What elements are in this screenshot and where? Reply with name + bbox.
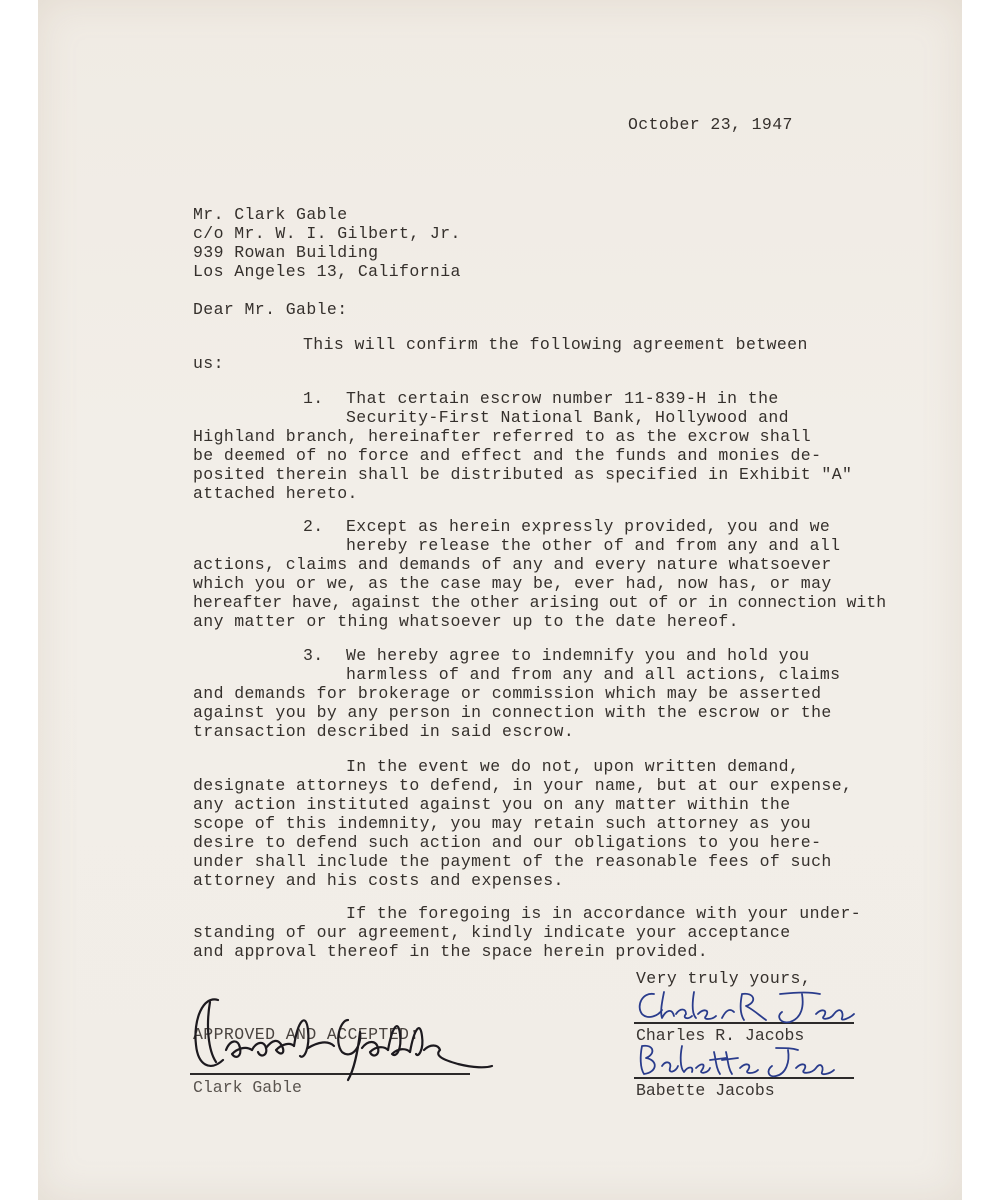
clause-line: be deemed of no force and effect and the funds and monies de- <box>193 446 822 465</box>
signature-strokes <box>195 999 492 1080</box>
clause-line: transaction described in said escrow. <box>193 722 575 741</box>
clause-line: and demands for brokerage or commission which may be asserted <box>193 684 822 703</box>
clause-line: We hereby agree to indemnify you and hold you <box>346 646 810 665</box>
letter-page <box>38 0 962 1200</box>
clause-line: attached hereto. <box>193 484 358 503</box>
addressee-line: Mr. Clark Gable <box>193 205 348 224</box>
clause-number: 3. <box>303 646 324 665</box>
printed-name-gable: Clark Gable <box>193 1078 302 1097</box>
paragraph-line: under shall include the payment of the reasonable fees of such <box>193 852 832 871</box>
clause-line: Security-First National Bank, Hollywood and <box>346 408 789 427</box>
approved-label: APPROVED AND ACCEPTED: <box>193 1025 420 1044</box>
paragraph-line: standing of our agreement, kindly indicate your acceptance <box>193 923 791 942</box>
addressee-line: c/o Mr. W. I. Gilbert, Jr. <box>193 224 461 243</box>
clause-line: hereafter have, against the other arising out of or in connection with <box>193 593 887 612</box>
clause-number: 2. <box>303 517 324 536</box>
salutation: Dear Mr. Gable: <box>193 300 348 319</box>
paragraph-line: scope of this indemnity, you may retain such attorney as you <box>193 814 812 833</box>
paragraph-line: designate attorneys to defend, in your name, but at our expense, <box>193 776 853 795</box>
clause-line: posited therein shall be distributed as specified in Exhibit "A" <box>193 465 853 484</box>
clause-line: Highland branch, hereinafter referred to as the excrow shall <box>193 427 812 446</box>
clause-line: hereby release the other of and from any and all <box>346 536 841 555</box>
signature-charles-jacobs <box>630 984 860 1032</box>
paragraph-line: desire to defend such action and our obligations to you here- <box>193 833 822 852</box>
letter-date: October 23, 1947 <box>628 115 793 134</box>
signature-strokes <box>641 1046 834 1077</box>
clause-line: Except as herein expressly provided, you and we <box>346 517 831 536</box>
addressee-line: 939 Rowan Building <box>193 243 379 262</box>
clause-line: harmless of and from any and all actions, claims <box>346 665 841 684</box>
paragraph-line: any action instituted against you on any matter within the <box>193 795 791 814</box>
intro-line: us: <box>193 354 224 373</box>
addressee-line: Los Angeles 13, California <box>193 262 461 281</box>
paragraph-line: attorney and his costs and expenses. <box>193 871 564 890</box>
clause-line: That certain escrow number 11-839-H in the <box>346 389 779 408</box>
signature-strokes <box>640 992 854 1022</box>
paragraph-line: If the foregoing is in accordance with your under- <box>346 904 862 923</box>
clause-line: actions, claims and demands of any and every nature whatsoever <box>193 555 832 574</box>
paragraph-line: and approval thereof in the space herein provided. <box>193 942 709 961</box>
paragraph-line: In the event we do not, upon written demand, <box>346 757 800 776</box>
clause-line: any matter or thing whatsoever up to the date hereof. <box>193 612 739 631</box>
clause-line: which you or we, as the case may be, ever had, now has, or may <box>193 574 832 593</box>
printed-name-babette: Babette Jacobs <box>636 1081 775 1100</box>
clause-line: against you by any person in connection with the escrow or the <box>193 703 832 722</box>
signature-clark-gable <box>148 990 508 1090</box>
signature-babette-jacobs <box>636 1040 836 1084</box>
clause-number: 1. <box>303 389 324 408</box>
closing: Very truly yours, <box>636 969 812 988</box>
printed-name-charles: Charles R. Jacobs <box>636 1026 805 1045</box>
intro-line: This will confirm the following agreement between <box>303 335 808 354</box>
